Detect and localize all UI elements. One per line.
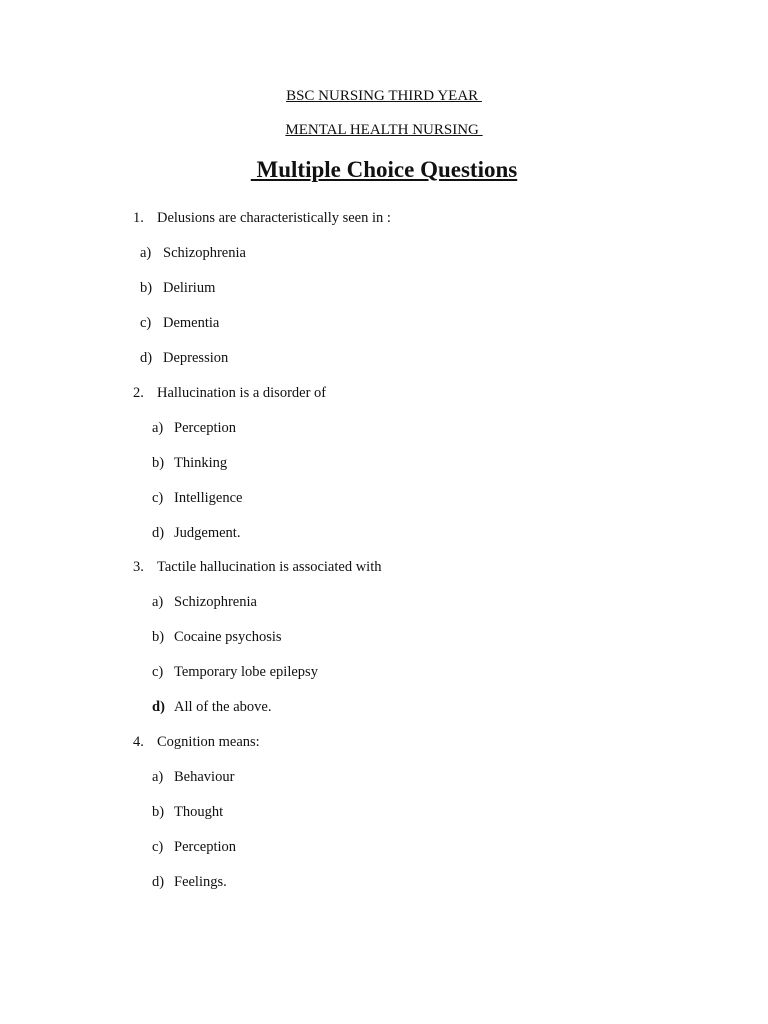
question-text: Cognition means: xyxy=(157,734,260,750)
option-letter: b) xyxy=(152,804,165,820)
question-text: Delusions are characteristically seen in : xyxy=(157,210,391,226)
option-letter: c) xyxy=(152,490,164,506)
question-text: Hallucination is a disorder of xyxy=(157,385,327,401)
option-text: Perception xyxy=(174,420,237,436)
option-letter: c) xyxy=(140,315,152,331)
option-text: Schizophrenia xyxy=(174,594,257,610)
option-text: Feelings. xyxy=(174,874,227,890)
option-text: Thinking xyxy=(174,455,228,471)
option-letter: c) xyxy=(152,664,164,680)
option-text: Behaviour xyxy=(174,769,235,785)
option-text: Perception xyxy=(174,839,237,855)
question-number: 1. xyxy=(133,210,144,226)
option-text: All of the above. xyxy=(174,699,272,715)
option-text: Thought xyxy=(174,804,224,820)
option-text: Cocaine psychosis xyxy=(174,629,282,645)
course-heading: BSC NURSING THIRD YEAR xyxy=(286,88,482,104)
question-number: 2. xyxy=(133,385,144,401)
option-letter: a) xyxy=(140,245,152,261)
option-letter: d) xyxy=(152,525,165,541)
option-letter: d) xyxy=(140,350,153,366)
option-letter: b) xyxy=(152,455,165,471)
option-text: Intelligence xyxy=(174,490,243,506)
option-letter: d) xyxy=(152,874,165,890)
question-number: 3. xyxy=(133,559,144,575)
option-letter: a) xyxy=(152,594,164,610)
option-letter: b) xyxy=(140,280,153,296)
option-letter: c) xyxy=(152,839,164,855)
option-text: Depression xyxy=(163,350,229,366)
question-text: Tactile hallucination is associated with xyxy=(157,559,382,575)
question-number: 4. xyxy=(133,734,144,750)
subject-heading: MENTAL HEALTH NURSING xyxy=(285,122,483,138)
page-title: Multiple Choice Questions xyxy=(250,157,518,182)
option-text: Schizophrenia xyxy=(163,245,246,261)
option-letter: d) xyxy=(152,699,165,715)
option-text: Temporary lobe epilepsy xyxy=(174,664,318,680)
option-letter: b) xyxy=(152,629,165,645)
option-text: Judgement. xyxy=(174,525,241,541)
option-text: Delirium xyxy=(163,280,216,296)
option-letter: a) xyxy=(152,769,164,785)
option-text: Dementia xyxy=(163,315,220,331)
option-letter: a) xyxy=(152,420,164,436)
